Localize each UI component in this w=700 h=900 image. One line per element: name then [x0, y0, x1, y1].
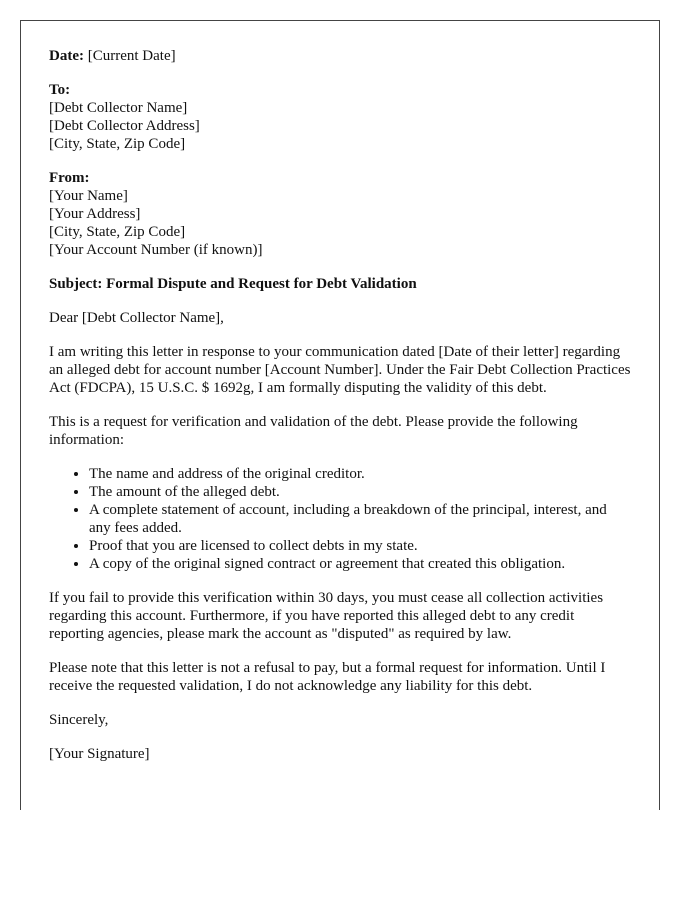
salutation: Dear [Debt Collector Name], [49, 310, 224, 326]
date-value: [Current Date] [87, 48, 176, 64]
request-paragraph: This is a request for verification and validation of the debt. Please provide the following information: [49, 414, 578, 448]
sender-address: [Your Address] [49, 206, 141, 222]
sender-account-number: [Your Account Number (if known)] [49, 242, 263, 258]
recipient-city-state-zip: [City, State, Zip Code] [49, 136, 186, 152]
list-item: • The name and address of the original creditor. [89, 465, 631, 483]
liability-paragraph: Please note that this letter is not a refusal to pay, but a formal request for information. Until I receive the requested validation, I do not acknowledge any liability for this debt. [49, 660, 606, 694]
date-line [49, 47, 631, 65]
recipient-name: [Debt Collector Name] [49, 100, 188, 116]
recipient-address: [Debt Collector Address] [49, 118, 200, 134]
signature: [Your Signature] [49, 746, 150, 762]
intro-paragraph: I am writing this letter in response to your communication dated [Date of their letter] regarding an alleged debt for account number [Account Number]. Under the Fair Debt Collection Practices Act (FDCPA), 15 U.S.C. $ 1692g, I am formally disputing the validity of this debt. [49, 344, 631, 396]
sender-city-state-zip: [City, State, Zip Code] [49, 224, 186, 240]
cease-paragraph: If you fail to provide this verification within 30 days, you must cease all collection activities regarding this account. Furthermore, if you have reported this alleged debt to any credit reporting agencies, please mark the account as "disputed" as required by law. [49, 590, 604, 642]
sender-name: [Your Name] [49, 188, 128, 204]
from-label: From: [49, 170, 90, 186]
list-item: • The amount of the alleged debt. [89, 483, 631, 501]
list-item: • A copy of the original signed contract or agreement that created this obligation. [89, 555, 631, 573]
request-list [49, 465, 631, 573]
to-label: To: [49, 82, 71, 98]
signoff: Sincerely, [49, 712, 109, 728]
recipient-block [49, 81, 631, 153]
list-item: • A complete statement of account, including a breakdown of the principal, interest, and any fees added. [89, 501, 631, 537]
sender-block [49, 169, 631, 259]
subject-line: Subject: Formal Dispute and Request for Debt Validation [49, 276, 417, 292]
list-item: • Proof that you are licensed to collect debts in my state. [89, 537, 631, 555]
date-label: Date: [49, 48, 84, 64]
date-block [49, 47, 631, 65]
letter-page [20, 20, 660, 810]
